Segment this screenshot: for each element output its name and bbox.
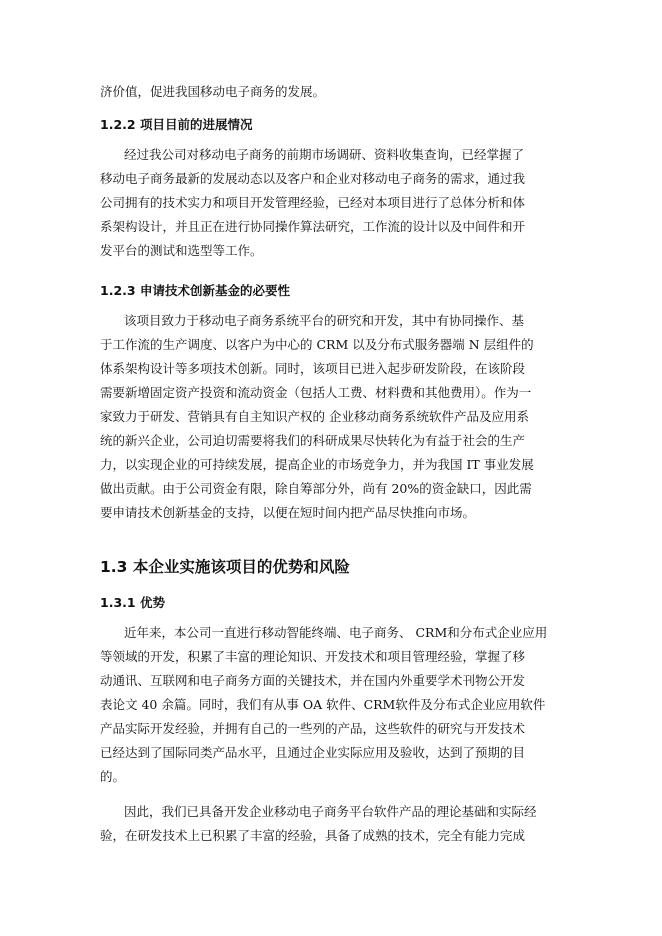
text-line: 验，在研发技术上已积累了丰富的经验，具备了成熟的技术，完全有能力完成 [100, 828, 526, 843]
text-line: 要申请技术创新基金的支持，以便在短时间内把产品尽快推向市场。 [100, 505, 476, 520]
text-line: 济价值，促进我国移动电子商务的发展。 [100, 84, 326, 99]
text-line: 产品实际开发经验，并拥有自己的一些列的产品，这些软件的研究与开发技术 [100, 721, 526, 736]
text-line: 做出贡献。由于公司资金有限，除自筹部分外，尚有 20%的资金缺口，因此需 [100, 481, 532, 496]
text-line: 等领域的开发，积累了丰富的理论知识、开发技术和项目管理经验，掌握了移 [100, 649, 526, 664]
text-line: 移动电子商务最新的发展动态以及客户和企业对移动电子商务的需求，通过我 [100, 171, 526, 186]
text-line: 公司拥有的技术实力和项目开发管理经验，已经对本项目进行了总体分析和体 [100, 195, 526, 210]
text-line: 系架构设计，并且正在进行协同操作算法研究，工作流的设计以及中间件和开 [100, 219, 526, 234]
text-line: 统的新兴企业，公司迫切需要将我们的科研成果尽快转化为有益于社会的生产 [100, 433, 526, 448]
heading-1-2-2: 1.2.2 项目目前的进展情况 [100, 117, 253, 132]
text-line: 家致力于研发、营销具有自主知识产权的 企业移动商务系统软件产品及应用系 [100, 409, 529, 424]
text-line: 发平台的测试和选型等工作。 [100, 243, 263, 258]
paragraph-progress [100, 143, 562, 263]
text-line: 力，以实现企业的可持续发展，提高企业的市场竞争力，并为我国 IT 事业发展 [100, 457, 534, 472]
text-line: 表论文 40 余篇。同时，我们有从事 OA 软件、CRM软件及分布式企业应用软件 [100, 697, 546, 712]
text-line: 因此，我们已具备开发企业移动电子商务平台软件产品的理论基础和实际经 [124, 804, 537, 819]
text-line: 于工作流的生产调度、以客户为中心的 CRM 以及分布式服务器端 N 层组件的 [100, 337, 534, 352]
text-line: 动通讯、互联网和电子商务方面的关键技术，并在国内外重要学术刊物公开发 [100, 673, 526, 688]
text-line: 近年来，本公司一直进行移动智能终端、电子商务、 CRM和分布式企业应用 [124, 625, 548, 640]
text-line: 经过我公司对移动电子商务的前期市场调研、资料收集查询，已经掌握了 [124, 147, 525, 162]
paragraph-continuation [100, 80, 562, 104]
heading-1-2-3: 1.2.3 申请技术创新基金的必要性 [100, 283, 290, 298]
paragraph-necessity [100, 309, 562, 525]
text-line: 体系架构设计等多项技术创新。同时，该项目已进入起步研发阶段，在该阶段 [100, 361, 526, 376]
text-line: 已经达到了国际同类产品水平，且通过企业实际应用及验收，达到了预期的目 [100, 745, 526, 760]
heading-1-3-1: 1.3.1 优势 [100, 595, 165, 610]
heading-1-3: 1.3 本企业实施该项目的优势和风险 [100, 558, 350, 576]
text-line: 该项目致力于移动电子商务系统平台的研究和开发，其中有协同操作、基 [124, 313, 525, 328]
text-line: 的。 [100, 769, 126, 784]
paragraph-conclusion [100, 800, 562, 848]
paragraph-advantages [100, 621, 562, 789]
text-line: 需要新增固定资产投资和流动资金（包括人工费、材料费和其他费用）。作为一 [100, 385, 532, 400]
